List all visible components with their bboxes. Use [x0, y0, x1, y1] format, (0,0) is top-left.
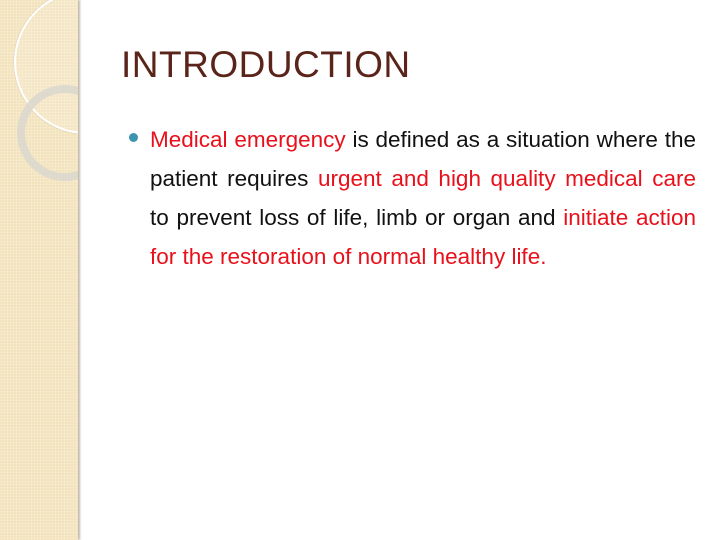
body-text: to prevent loss of life, limb or organ and [150, 205, 564, 230]
bullet-icon [129, 133, 138, 142]
bullet-paragraph [150, 120, 696, 276]
slide-title: INTRODUCTION [121, 44, 411, 85]
highlight-text: urgent and high quality medical care [317, 166, 696, 191]
highlight-text: initiate action for the restoration of normal healthy life. [150, 205, 696, 269]
highlight-text: Medical emergency [150, 127, 346, 152]
body-text: is defined as a situation where the patient requires [150, 127, 696, 191]
decorative-sidebar [0, 0, 78, 540]
